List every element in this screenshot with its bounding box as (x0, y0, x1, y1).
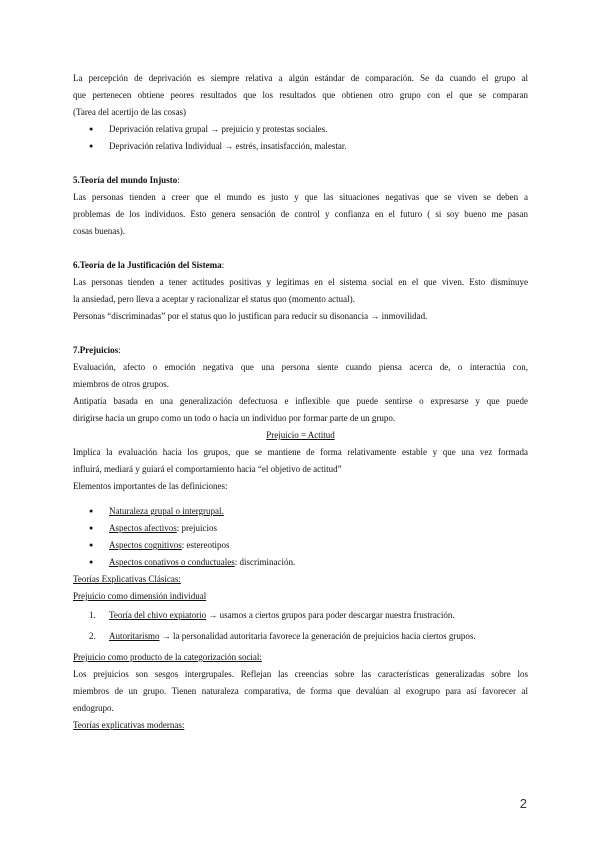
paragraph-line: Evaluación, afecto o emoción negativa que una persona siente cuando piensa acerca de, o interactúa con, (73, 362, 528, 372)
paragraph-line: cosas buenas). (73, 226, 125, 236)
section-6-title: 6.Teoría de la Justificación del Sistema (73, 260, 222, 270)
section-5-title: 5.Teoría del mundo Injusto (73, 175, 178, 185)
theory-item: 2. Autoritarismo → la personalidad autoritaria favorece la generación de prejuicios hacia ciertos grupos. (89, 631, 476, 641)
section-heading: 7.Prejuicios: (73, 345, 121, 355)
paragraph-line: influirá, mediará y guiará el comportamiento hacia “el objetivo de actitud” (73, 464, 342, 474)
paragraph-line: Personas “discriminadas” por el status quo lo justifican para reducir su disonancia → inmovilidad. (73, 311, 428, 321)
classic-theories-label: Teorías Explicativas Clásicas: (73, 574, 181, 584)
document-page (73, 70, 528, 734)
theory-item: 1. Teoría del chivo expiatorio → usamos a ciertos grupos para poder descargar nuestra frustración. (89, 610, 455, 620)
paragraph-line: Las personas tienden a creer que el mundo es justo y que las situaciones negativas que se viven se deben a (73, 192, 528, 202)
categorization-label: Prejuicio como producto de la categorización social: (73, 652, 262, 662)
paragraph-line: Antipatía basada en una generalización defectuosa e inflexible que puede sentirse o expresarse y que puede (73, 396, 528, 406)
intro-bullet-list (73, 121, 528, 155)
paragraph-line: la ansiedad, pero lleva a aceptar y racionalizar el status quo (momento actual). (73, 294, 355, 304)
element-item: ● Naturaleza grupal o intergrupal. (73, 503, 528, 520)
modern-theories-label: Teorías explicativas modernas: (73, 720, 185, 730)
element-item: ● Aspectos conativos o conductuales: discriminación. (73, 554, 528, 571)
paragraph-line: dirigirse hacia un grupo como un todo o hacia un individuo por formar parte de un grupo. (73, 413, 396, 423)
bullet-item: ● Deprivación relativa grupal → prejuicio y protestas sociales. (73, 121, 528, 138)
intro-line: La percepción de deprivación es siempre relativa a algún estándar de comparación. Se da cuando el grupo al (73, 73, 528, 83)
elements-list (73, 503, 528, 571)
section-heading: 5.Teoría del mundo Injusto: (73, 175, 180, 185)
bullet-item: ● Deprivación relativa Individual → estrés, insatisfacción, malestar. (73, 138, 528, 155)
theories-list (73, 607, 528, 645)
elements-label: Elementos importantes de las definiciones: (73, 481, 228, 491)
intro-line: (Tarea del acertijo de las cosas) (73, 107, 187, 117)
equation-heading: Prejuicio = Actitud (266, 430, 335, 440)
page-number: 2 (519, 796, 527, 811)
paragraph-line: miembros de otros grupos. (73, 379, 169, 389)
paragraph-line: problemas de los individuos. Esto genera sensación de control y confianza en el futuro ( si soy bueno me pasan (73, 209, 528, 219)
section-heading: 6.Teoría de la Justificación del Sistema: (73, 260, 225, 270)
intro-line: que pertenecen obtiene peores resultados que los resultados que obtienen otro grupo con el que se comparan (73, 90, 528, 100)
paragraph-line: miembros de un grupo. Tienen naturaleza comparativa, de forma que devalúan al exogrupo para así favorecer al (73, 686, 528, 696)
element-item: ● Aspectos afectivos: prejuicios (73, 520, 528, 537)
element-item: ● Aspectos cognitivos: estereotipos (73, 537, 528, 554)
section-7-title: 7.Prejuicios (73, 345, 119, 355)
paragraph-line: Implica la evaluación hacia los grupos, que se mantiene de forma relativamente estable y que una vez formada (73, 447, 528, 457)
paragraph-line: endogrupo. (73, 703, 114, 713)
paragraph-line: Las personas tienden a tener actitudes positivas y legítimas en el sistema social en el que viven. Esto disminuye (73, 277, 528, 287)
paragraph-line: Los prejuicios son sesgos intergrupales. Reflejan las creencias sobre las características generalizadas sobre los (73, 669, 528, 679)
individual-dimension-label: Prejuicio como dimensión individual (73, 591, 207, 601)
